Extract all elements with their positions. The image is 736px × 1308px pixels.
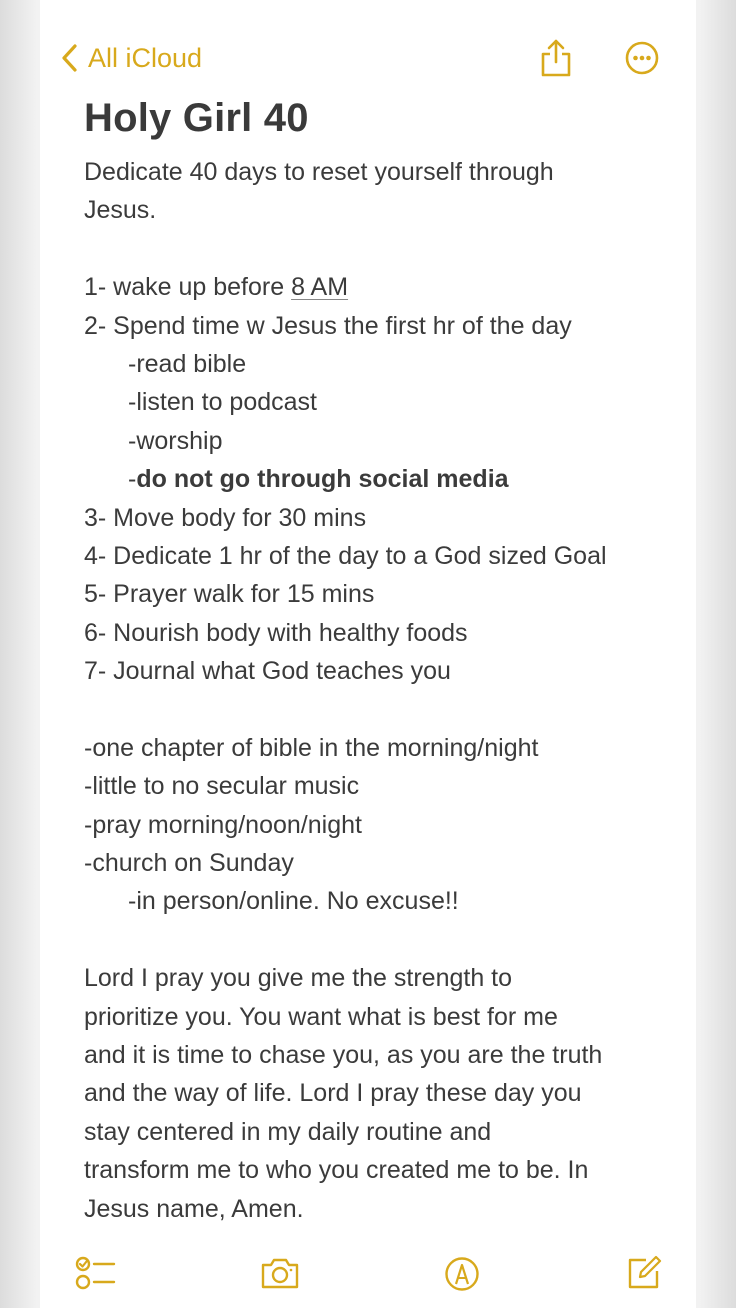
intro-line: Jesus. <box>84 196 157 225</box>
sub-item-read-bible: -read bible <box>128 349 247 378</box>
chevron-left-icon <box>60 43 78 73</box>
prayer-line: Lord I pray you give me the strength to <box>84 964 513 993</box>
back-button[interactable] <box>60 40 202 76</box>
prayer-line: and it is time to chase you, as you are the truth <box>84 1040 603 1069</box>
sub-item-no-social-media <box>84 460 674 498</box>
habit-line-4: -church on Sunday <box>84 849 294 878</box>
prayer-line: stay centered in my daily routine and <box>84 1117 492 1146</box>
blank-line <box>84 690 674 728</box>
list-item-7: 7- Journal what God teaches you <box>84 657 451 686</box>
sub-item-dash: - <box>128 465 137 494</box>
share-button[interactable] <box>538 38 574 78</box>
habit-line-3: -pray morning/noon/night <box>84 810 362 839</box>
blank-line <box>84 230 674 268</box>
prayer-line: and the way of life. Lord I pray these day you <box>84 1079 582 1108</box>
checklist-button[interactable] <box>75 1256 117 1297</box>
prayer-line: transform me to who you created me to be. In <box>84 1156 589 1185</box>
sub-item-bold-text: do not go through social media <box>136 465 509 494</box>
compose-icon <box>626 1254 662 1290</box>
list-item-5: 5- Prayer walk for 15 mins <box>84 580 375 609</box>
list-item-2: 2- Spend time w Jesus the first hr of the day <box>84 311 572 340</box>
habit-sub-line: -in person/online. No excuse!! <box>128 887 459 916</box>
prayer-line: Jesus name, Amen. <box>84 1194 304 1223</box>
markup-pen-icon <box>444 1256 480 1292</box>
blank-line <box>84 921 674 959</box>
checklist-icon <box>75 1256 117 1292</box>
habit-line-2: -little to no secular music <box>84 772 360 801</box>
share-icon <box>538 38 574 78</box>
list-item-1 <box>84 268 674 306</box>
markup-button[interactable] <box>444 1256 480 1297</box>
list-item-6: 6- Nourish body with healthy foods <box>84 618 468 647</box>
note-title[interactable]: Holy Girl 40 <box>84 96 309 140</box>
compose-button[interactable] <box>626 1254 662 1295</box>
camera-button[interactable] <box>259 1256 301 1295</box>
sub-item-listen-podcast: -listen to podcast <box>128 388 317 417</box>
sub-item-worship: -worship <box>128 426 223 455</box>
list-item-4: 4- Dedicate 1 hr of the day to a God sized Goal <box>84 541 607 570</box>
camera-icon <box>259 1256 301 1290</box>
list-item-3: 3- Move body for 30 mins <box>84 503 367 532</box>
intro-line: Dedicate 40 days to reset yourself through <box>84 158 554 186</box>
more-options-icon <box>625 41 659 75</box>
prayer-line: prioritize you. You want what is best for me <box>84 1002 558 1031</box>
list-item-1-text: 1- wake up before <box>84 273 292 302</box>
time-link[interactable]: 8 AM <box>291 273 349 302</box>
note-body[interactable] <box>84 153 674 1228</box>
habit-line-1: -one chapter of bible in the morning/night <box>84 733 539 762</box>
back-label: All iCloud <box>88 42 203 73</box>
more-options-button[interactable] <box>625 41 659 75</box>
